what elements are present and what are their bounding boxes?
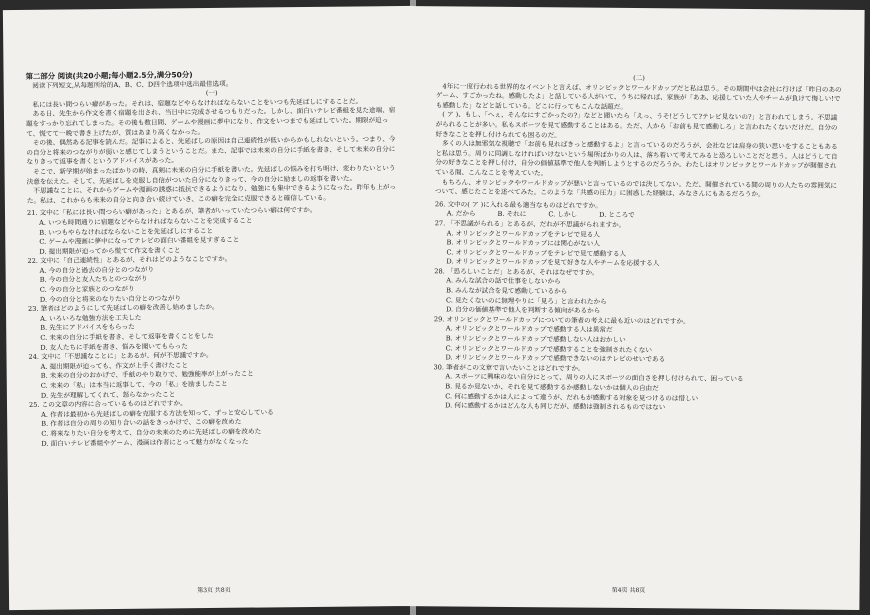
option: C. しかし <box>548 210 578 219</box>
question-21 <box>27 205 399 257</box>
option: C. 未来の「私」は本当に返事して、今の「私」を励ましたこと <box>40 379 228 390</box>
question-stem: 23. 筆者はどのようにして先延ばしの癖を改善し始めましたか。 <box>27 303 219 314</box>
option: D. 自分の価値基準で他人を判断する傾向があるから <box>445 305 601 315</box>
option: B. それに <box>497 210 527 219</box>
option: D. 先生が理解してくれて、怒らなかったこと <box>40 389 176 400</box>
option: D. 提出期限が迫ってから慌てて作文を書くこと <box>39 246 181 256</box>
option: A. みんな試合の話で仕事をしないから <box>446 276 561 286</box>
option: A. 提出期限が迫っても、作文が上手く書けたこと <box>40 361 189 371</box>
question-29 <box>434 315 840 367</box>
passage-number: (一) <box>205 89 218 98</box>
option: B. 見るか見ないか、それを見て感動するか感動しないかは個人の自由だ <box>445 382 659 393</box>
option: C. 今の自分と家族とのつながり <box>39 284 135 294</box>
instruction: 阅读下列短文,从每题所给的A、B、C、D四个选项中选出最佳选项。 <box>32 79 233 90</box>
option: C. 見たくないのに無理やりに「見ろ」と言われたから <box>446 296 607 306</box>
option: D. 何に感動するかはどんな人も同じだが、感動は強制されるものではない <box>445 401 666 412</box>
right-page <box>397 6 864 610</box>
option: D. 今の自分と将来のなりたい自分とのつながり <box>39 293 182 304</box>
passage-number: (二) <box>633 74 645 83</box>
option: C. オリンピックとワールドカップをテレビで見て感動する人 <box>446 248 627 258</box>
option: A. オリンピックとワールドカップをテレビで見る人 <box>446 228 600 239</box>
option: D. 面白いテレビ番組やゲーム、漫画は作者にとって魅力がなくなった <box>41 437 249 448</box>
passage-paragraph: その後、偶然ある記事を読んだ。記事によると、先延ばしの原因は自己連続性が低いからかもしれないという。つまり、今の自分と将来のつながりが弱いと感じてしまうということだ。また、記事では未来の自分に手紙を書き、そして未来の自分になりきって返事を書くというアドバイスがあった。 <box>26 135 396 167</box>
passage-paragraph: 多くの人は無邪気な視聴で「お前も見ればきっと感動するよ」と言っているのだろうが、会社などは肩身の狭い思いをすることもあると私は思う。周りに同調しなければいけないという場所ばかりの人は、落ち着いて考えてみると恐ろしいことだと思う。人はどうして自分の好きなことを押し付け、自分の価値基準で他人を判断しようとするのだろうか。わたしはオリンピックとワールドカップが開催されている間、こんなことを考えていた。 <box>435 139 838 178</box>
option: B. オリンピックとワールドカップには関心がない人 <box>446 238 601 248</box>
question-stem: 30. 筆者がこの文章で言いたいことはどれですか。 <box>433 363 585 373</box>
option: C. 何に感動するかは人によって違うが、だれもが感動する対象を見つけるのは惜しい <box>445 391 699 403</box>
option: C. 未来の自分に手紙を書き、そして返事を書くことをした <box>40 332 214 342</box>
option: D. 友人たちに手紙を書き、悩みを聞いてもらった <box>40 341 188 352</box>
question-stem: 29. オリンピックとワールドカップについての筆者の考えに最も近いのはどれですか。 <box>433 315 690 326</box>
question-stem: 21. 文中に「私には長い間つらい癖があった」とあるが、筆者がいっていたつらい癖は何ですか。 <box>26 206 317 218</box>
option: A. スポーツに興味のない自分にとって、周りの人にスポーツの面白さを押し付けられて、困っている <box>445 372 744 384</box>
question-24 <box>28 349 400 401</box>
left-column <box>26 68 402 449</box>
option: C. ゲームや漫画に夢中になってテレビの面白い番組を見すぎること <box>39 235 240 246</box>
question-stem: 28. 「恐ろしいことだ」とあるが、それはなぜですか。 <box>434 267 599 277</box>
option: A. いろいろな勉強方法を工夫した <box>40 313 142 323</box>
question-stem: 26. 文中の( ア )に入れる最も適当なものはどれですか。 <box>434 200 602 210</box>
option: A. 作者は最初から先延ばしの癖を克服する方法を知って、ずっと安心している <box>41 408 274 419</box>
option: B. みんなが試合を見て感動しているから <box>446 286 568 296</box>
question-30 <box>433 363 839 415</box>
option: A. 今の自分と過去の自分とのつながり <box>39 265 155 275</box>
option: B. 未来の自分のおかげで、手紙のやり取りで、勉強能率が上がったこと <box>40 369 254 381</box>
question-27 <box>434 219 840 271</box>
passage-paragraph: 私には長い間つらい癖があった。それは、宿題などやらなければならないことをいつも先延ばしにすることだ。 <box>32 97 363 109</box>
option: D. オリンピックとワールドカップを見て好きな人やチームを応援する人 <box>446 257 660 268</box>
question-25 <box>29 397 401 449</box>
option: A. だから <box>446 209 476 218</box>
option: C. 将来なりたい自分を考えて、自分の未来のために先延ばしの癖を改めた <box>41 427 262 438</box>
question-stem: 22. 文中に「自己連続性」とあるが、それはどのようなことですか。 <box>27 255 232 266</box>
option: B. 先生にアドバイスをもらった <box>40 323 135 333</box>
option: A. オリンピックとワールドカップで感動する人は異常だ <box>445 324 613 335</box>
option: B. 作者は自分の周りの知り合いの話をきっかけで、この癖を改めた <box>41 418 242 429</box>
option: C. オリンピックとワールドカップで感動することを強制されたくない <box>445 344 653 354</box>
option: B. オリンピックとワールドカップで感動しない人はおかしい <box>445 334 626 344</box>
section-title: 第二部分 阅读(共20小题;每小题2.5分,满分50分) <box>25 70 193 81</box>
page-footer: 第4页 共8页 <box>611 586 646 595</box>
question-22 <box>27 253 399 305</box>
option: D. ところで <box>599 211 635 220</box>
question-28 <box>434 267 840 319</box>
option: A. いつも時間通りに宿題などやらなければならないことを完成すること <box>39 216 253 227</box>
question-stem: 27. 「不思議がられる」とあるが、だれが不思議がられますか。 <box>434 219 626 229</box>
passage-paragraph: 不思議なことに、それからゲームや漫画の誘惑に抵抗できるようになり、勉強にも集中できるようになった。昨年も上がった。私は、これからも未来の自分と向き合い続けていき、この癖を完全に克服できると確信している。 <box>26 183 397 205</box>
option: B. 今の自分と友人たちとのつながり <box>39 275 148 285</box>
left-page <box>3 6 419 610</box>
passage-paragraph: ( ア )、もし、「へぇ、そんなにすごかったの?」などと聞いたら「えっ、うそ!どうして?テレビ見ないの?」と言われてしまう。不思議がられることが多い。私もスポーツを見て感動することはある。ただ、人から「お前も見て感動しろ」と言われたくないだけだ。自分の好きなことを押し付けられても困るのだ。 <box>435 110 838 139</box>
option: D. オリンピックとワールドカップで感動できないのはテレビのせいである <box>445 353 666 364</box>
question-stem: 25. この文章の内容に合っているものはどれですか。 <box>28 399 187 410</box>
right-column <box>433 72 842 414</box>
passage-paragraph: ある日、先生から作文を書く宿題を出され、当日中に完成させるつもりだった。しかし、面白いテレビ番組を見た途端、宿題をすっかり忘れてしまった。その後も数日間、ゲームや漫画に夢中になり、作文をいつまでも延ばしていた。期限が迫って、慌てて一晩で書き上げたが、質はあまり高くなかった。 <box>26 106 396 138</box>
question-stem: 24. 文中に「不思議なことに」とあるが、何が不思議ですか。 <box>28 351 213 362</box>
question-23 <box>28 301 400 353</box>
passage-paragraph: そこで、新学期が始まったばかりの時、真剣に未来の自分に手紙を書いた。先延ばしの悩みを打ち明け、変わりたいという決意を伝えた。そして、先延ばしを克服し自信がついた自分になりきって、今の自分に励ましの返事を書いた。 <box>26 163 396 186</box>
page-footer: 第3页 共8页 <box>197 586 231 595</box>
passage-paragraph: もちろん、オリンピックやワールドカップが悪いと言っているのでは決してない。ただ、開催されている間の周りの人たちの雰囲気について、感じたことを述べてみた。このような「共感の圧力」に困惑した経験は、みなさんにもあるだろうか。 <box>434 177 838 199</box>
passage-paragraph: 4年に一度行われる世界的なイベントと言えば、オリンピックとワールドカップだと私は思う。その期間中は会社に行けば「昨日のあのゲーム、すごかったね。感動したよ」と話している人がいて、うちに帰れば、家族が「ああ、応援していた人やチームが負けて悔しい!でも感動した」などと話している。どこに行ってもこんな話題だ。 <box>435 81 842 111</box>
option: B. いつもやらなければならないことを先延ばしにすること <box>39 226 214 237</box>
